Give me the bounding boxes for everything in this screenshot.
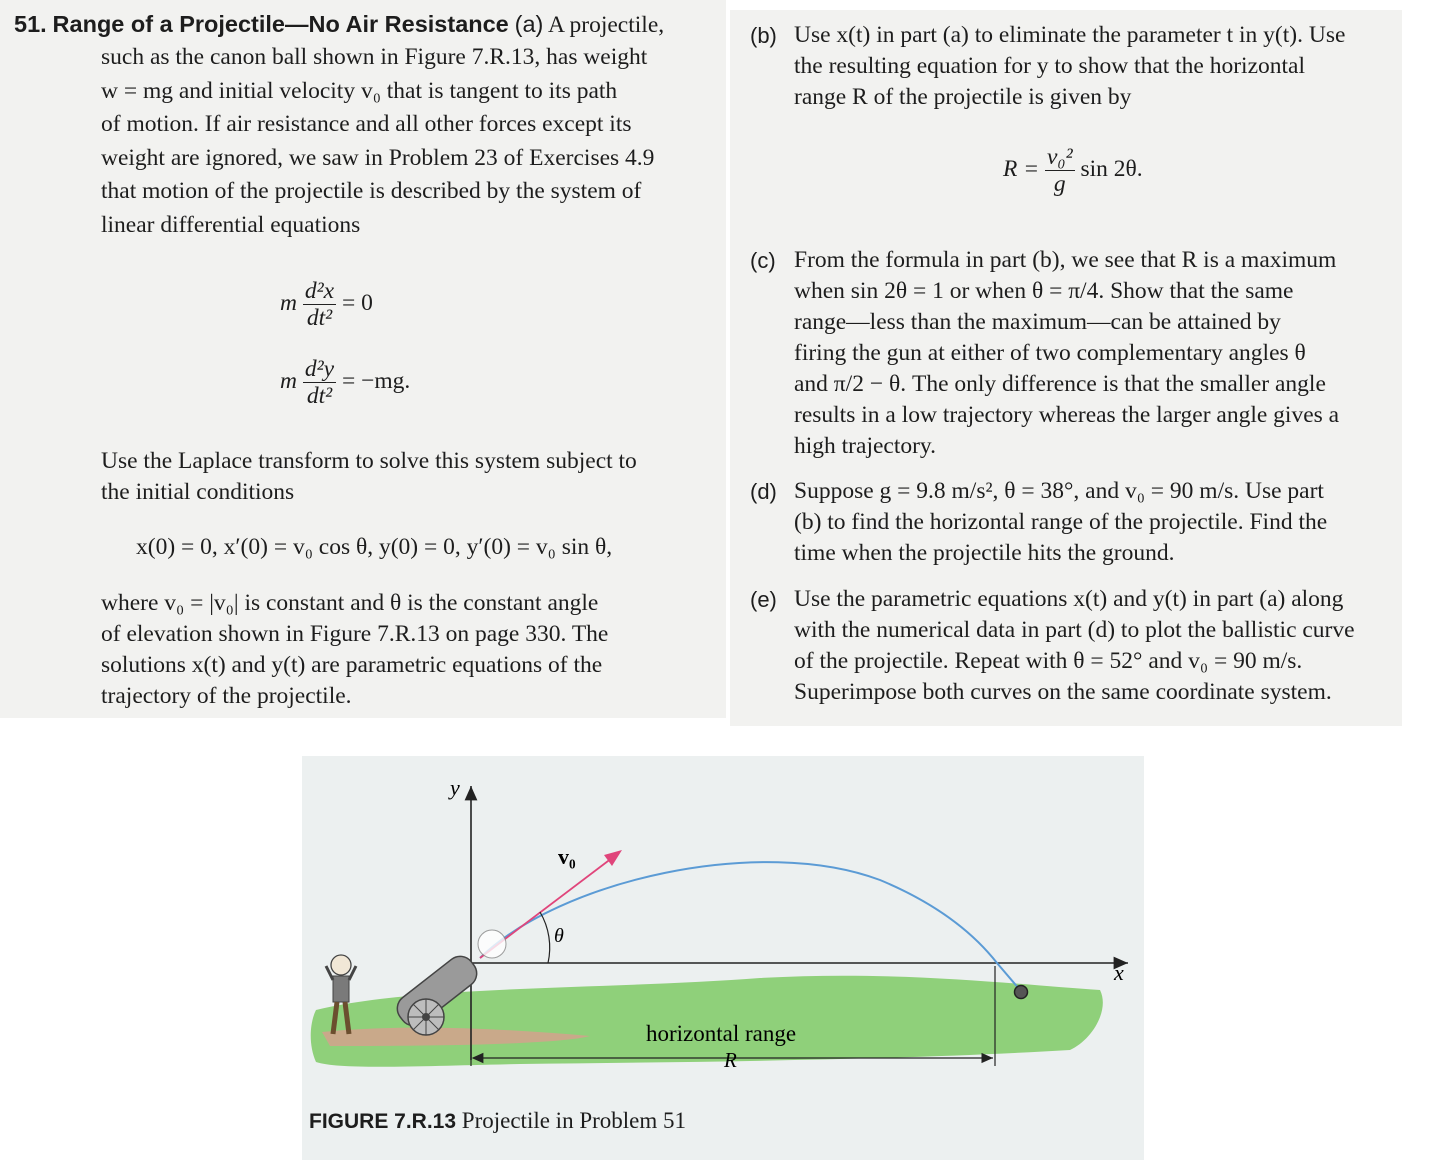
part-d-line: (b) to find the horizontal range of the projectile. Find the: [794, 509, 1328, 535]
eq2-numerator: d²y: [304, 356, 335, 382]
intro-line: linear differential equations: [101, 211, 361, 238]
part-d-label: (d): [750, 479, 777, 504]
part-b-line: the resulting equation for y to show that the horizontal: [794, 53, 1306, 79]
part-a-label: (a): [514, 11, 544, 37]
cannon-ball: [1015, 986, 1028, 999]
velocity-arrowhead: [604, 850, 622, 866]
eq2-mass: m: [280, 367, 297, 394]
range-formula-lhs: R =: [1003, 155, 1040, 182]
part-d-line: time when the projectile hits the ground.: [794, 540, 1175, 566]
intro-line: such as the canon ball shown in Figure 7.R.13, has weight: [101, 44, 648, 70]
where-line: trajectory of the projectile.: [101, 683, 352, 709]
intro-line: w = mg and initial velocity v₀ that is tangent to its path: [101, 77, 618, 104]
intro-line: that motion of the projectile is described by the system of: [101, 178, 642, 204]
eq1-rhs: = 0: [341, 289, 373, 316]
figure-caption: [309, 1108, 686, 1134]
range-formula-rhs: sin 2θ.: [1080, 155, 1143, 182]
eq1-numerator: d²x: [304, 278, 335, 304]
part-c-line: range—less than the maximum—can be attained by: [794, 309, 1281, 335]
angle-label: θ: [554, 925, 564, 947]
figure-caption-label: FIGURE 7.R.13: [309, 1110, 457, 1133]
part-b-line: Use x(t) in part (a) to eliminate the parameter t in y(t). Use: [794, 22, 1346, 48]
part-c-line: firing the gun at either of two complementary angles θ: [794, 340, 1306, 366]
eq1-mass: m: [280, 289, 297, 316]
problem-title: Range of a Projectile—No Air Resistance: [52, 11, 509, 37]
x-axis-label: x: [1114, 960, 1124, 985]
eq2-rhs: = −mg.: [341, 367, 411, 394]
angle-arc: [540, 912, 550, 963]
part-c-line: high trajectory.: [794, 433, 937, 459]
part-e-label: (e): [750, 587, 777, 612]
part-b-line: range R of the projectile is given by: [794, 84, 1132, 110]
initial-conditions: x(0) = 0, x′(0) = v₀ cos θ, y(0) = 0, y′(0) = v₀ sin θ,: [136, 534, 613, 560]
part-b-label: (b): [750, 23, 777, 48]
intro-line-0: A projectile,: [547, 12, 665, 38]
part-d-line: Suppose g = 9.8 m/s², θ = 38°, and v₀ = 90 m/s. Use part: [794, 478, 1324, 504]
where-line: solutions x(t) and y(t) are parametric equations of the: [101, 652, 603, 678]
part-e-line: Superimpose both curves on the same coordinate system.: [794, 679, 1332, 705]
laplace-line: Use the Laplace transform to solve this system subject to: [101, 448, 637, 474]
part-e-line: Use the parametric equations x(t) and y(t) in part (a) along: [794, 586, 1344, 612]
laplace-line: the initial conditions: [101, 479, 295, 505]
eq2-denominator: dt²: [306, 383, 333, 409]
eq1-denominator: dt²: [306, 305, 333, 331]
intro-line: of motion. If air resistance and all other forces except its: [101, 111, 632, 137]
part-c-line: when sin 2θ = 1 or when θ = π/4. Show that the same: [794, 278, 1294, 304]
range-symbol: R: [724, 1048, 737, 1072]
where-line: of elevation shown in Figure 7.R.13 on page 330. The: [101, 621, 609, 647]
range-formula-numerator: v₀²: [1046, 144, 1073, 170]
part-c-line: From the formula in part (b), we see that R is a maximum: [794, 247, 1337, 273]
range-label: horizontal range: [646, 1021, 797, 1046]
part-e-line: with the numerical data in part (d) to plot the ballistic curve: [794, 617, 1355, 643]
part-c-label: (c): [750, 248, 776, 273]
problem-number: 51.: [14, 11, 47, 37]
part-c-line: results in a low trajectory whereas the larger angle gives a: [794, 402, 1340, 428]
part-c-line: and π/2 − θ. The only difference is that the smaller angle: [794, 371, 1326, 397]
part-e-line: of the projectile. Repeat with θ = 52° and v₀ = 90 m/s.: [794, 648, 1303, 674]
velocity-label: v₀: [558, 844, 576, 869]
figure-caption-text: Projectile in Problem 51: [461, 1108, 687, 1133]
range-formula-denominator: g: [1053, 171, 1066, 197]
where-line: where v₀ = |v₀| is constant and θ is the constant angle: [101, 590, 599, 616]
y-axis-label: y: [450, 775, 460, 800]
intro-line: weight are ignored, we saw in Problem 23 of Exercises 4.9: [101, 144, 655, 171]
